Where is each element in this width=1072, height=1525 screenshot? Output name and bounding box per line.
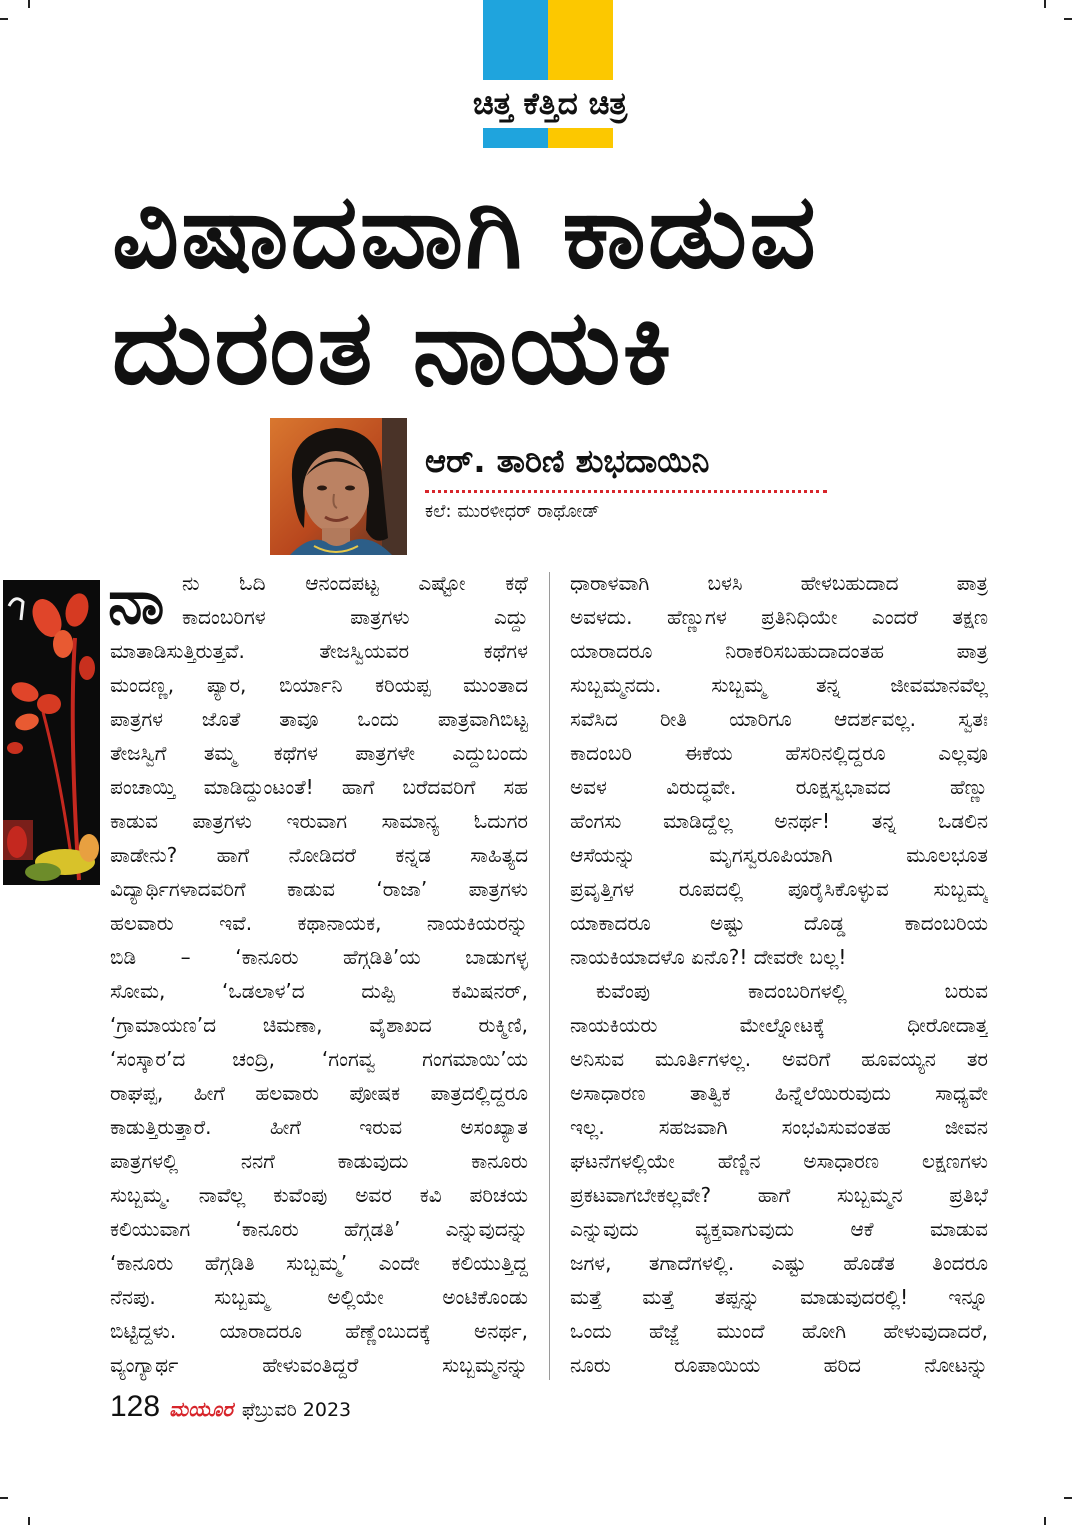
crop-mark <box>28 0 30 8</box>
column2-line: ಆಸೆಯನ್ನು ಮೃಗಸ್ವರೂಪಿಯಾಗಿ ಮೂಲಭೂತ <box>570 843 988 867</box>
column1-line: ಹಲವಾರು ಇವೆ. ಕಥಾನಾಯಕ, ನಾಯಕಿಯರನ್ನು <box>110 911 528 935</box>
column2-line: ಸವೆಸಿದ ರೀತಿ ಯಾರಿಗೂ ಆದರ್ಶವಲ್ಲ. ಸ್ವತಃ <box>570 707 988 731</box>
column1-line: ಮಾತಾಡಿಸುತ್ತಿರುತ್ತವೆ. ತೇಜಸ್ವಿಯವರ ಕಥೆಗಳ <box>110 639 528 663</box>
section-logo-blue-strip <box>483 128 548 148</box>
column1-line: ರಾಘಪ್ಪ, ಹೀಗೆ ಹಲವಾರು ಪೋಷಕ ಪಾತ್ರದಲ್ಲಿದ್ದರೂ <box>110 1081 528 1105</box>
column2-line: ಅವಳ ವಿರುದ್ಧವೇ. ರೂಕ್ಷಸ್ವಭಾವದ ಹೆಣ್ಣು <box>570 775 988 799</box>
column2-line: ಕುವೆಂಪು ಕಾದಂಬರಿಗಳಲ್ಲಿ ಬರುವ <box>596 979 988 1003</box>
issue-date: ಫೆಬ್ರುವರಿ 2023 <box>241 1399 352 1421</box>
column1-line: ‘ಕಾನೂರು ಹೆಗ್ಗಡಿತಿ ಸುಬ್ಬಮ್ಮ’ ಎಂದೇ ಕಲಿಯುತ್ತಿದ್ದ <box>110 1251 528 1275</box>
column1-line: ಮಂದಣ್ಣ, ಪ್ಯಾರ, ಬಿರ್ಯಾನಿ ಕರಿಯಪ್ಪ ಮುಂತಾದ <box>110 673 528 697</box>
column2-line: ಎನ್ನುವುದು ವ್ಯಕ್ತವಾಗುವುದು ಆಕೆ ಮಾಡುವ <box>570 1217 988 1241</box>
column1-line: ಪಂಚಾಯ್ತಿ ಮಾಡಿದ್ದುಂಟಂತೆ! ಹಾಗೆ ಬರೆದವರಿಗೆ ಸಹ <box>110 775 528 799</box>
column1-line: ಪಾತ್ರಗಳ ಜೊತೆ ತಾವೂ ಒಂದು ಪಾತ್ರವಾಗಿಬಿಟ್ಟ <box>110 707 528 731</box>
column2-line: ನಾಯಕಿಯಾದಳೊ ಏನೊ?! ದೇವರೇ ಬಲ್ಲ! <box>570 945 847 969</box>
crop-mark <box>1044 1517 1046 1525</box>
column1-line: ಕಾಡುತ್ತಿರುತ್ತಾರೆ. ಹೀಗೆ ಇರುವ ಅಸಂಖ್ಯಾತ <box>110 1115 528 1139</box>
column2-line: ಸುಬ್ಬಮ್ಮನದು. ಸುಬ್ಬಮ್ಮ ತನ್ನ ಜೀವಮಾನವೆಲ್ಲ <box>570 673 988 697</box>
page-number: 128 <box>110 1390 161 1423</box>
column2-line: ಒಂದು ಹೆಜ್ಜೆ ಮುಂದೆ ಹೋಗಿ ಹೇಳುವುದಾದರೆ, <box>570 1319 988 1343</box>
column2-line: ಪ್ರಕಟವಾಗಬೇಕಲ್ಲವೇ? ಹಾಗೆ ಸುಬ್ಬಮ್ಮನ ಪ್ರತಿಭೆ <box>570 1183 988 1207</box>
column2-line: ಯಾರಾದರೂ ನಿರಾಕರಿಸಬಹುದಾದಂತಹ ಪಾತ್ರ <box>570 639 988 663</box>
column-divider <box>549 572 550 1380</box>
page-footer <box>110 1390 351 1424</box>
column1-line: ಕಲಿಯುವಾಗ ‘ಕಾನೂರು ಹೆಗ್ಗಡತಿ’ ಎನ್ನುವುದನ್ನು <box>110 1217 528 1241</box>
column1-line: ಸೋಮ, ‘ಒಡಲಾಳ’ದ ದುಪ್ಪಿ ಕಮಿಷನರ್, <box>110 979 528 1003</box>
column1-line: ಬಿಡಿ – ‘ಕಾನೂರು ಹೆಗ್ಗಡಿತಿ’ಯ ಬಾಡುಗಳ್ಳ <box>110 945 528 969</box>
column1-line: ನೆನಪು. ಸುಬ್ಬಮ್ಮ ಅಲ್ಲಿಯೇ ಅಂಟಿಕೊಂಡು <box>110 1285 528 1309</box>
column2-line: ಅನಿಸುವ ಮೂರ್ತಿಗಳಲ್ಲ. ಅವರಿಗೆ ಹೂವಯ್ಯನ ತರ <box>570 1047 988 1071</box>
column2-line: ಪ್ರವೃತ್ತಿಗಳ ರೂಪದಲ್ಲಿ ಪೂರೈಸಿಕೊಳ್ಳುವ ಸುಬ್ಬಮ್ಮ <box>570 877 988 901</box>
column1-line: ಕಾದಂಬರಿಗಳ ಪಾತ್ರಗಳು ಎದ್ದು <box>182 605 528 629</box>
column1-line: ಬಿಟ್ಟಿದ್ದಳು. ಯಾರಾದರೂ ಹೆಣ್ಣೆಂಬುದಕ್ಕೆ ಅನರ್ಥ, <box>110 1319 528 1343</box>
column2-line: ನೂರು ರೂಪಾಯಿಯ ಹರಿದ ನೋಟನ್ನು <box>570 1353 988 1377</box>
column2-line: ಇಲ್ಲ. ಸಹಜವಾಗಿ ಸಂಭವಿಸುವಂತಹ ಜೀವನ <box>570 1115 988 1139</box>
column1-line: ‘ಸಂಸ್ಕಾರ’ದ ಚಂದ್ರಿ, ‘ಗಂಗವ್ವ ಗಂಗಮಾಯಿ’ಯ <box>110 1047 528 1071</box>
crop-mark <box>0 1497 8 1499</box>
section-logo-yellow-strip <box>548 128 613 148</box>
column2-line: ಕಾದಂಬರಿ ಈಕೆಯ ಹೆಸರಿನಲ್ಲಿದ್ದರೂ ಎಲ್ಲವೂ <box>570 741 988 765</box>
column2-line: ಯಾಕಾದರೂ ಅಷ್ಟು ದೊಡ್ಡ ಕಾದಂಬರಿಯ <box>570 911 988 935</box>
section-title: ಚಿತ್ತ ಕೆತ್ತಿದ ಚಿತ್ರ <box>472 86 628 122</box>
magazine-name: ಮಯೂರ <box>169 1397 233 1421</box>
headline-line-1: ವಿಷಾದವಾಗಿ ಕಾಡುವ <box>112 172 818 290</box>
column2-line: ಜಗಳ, ತಗಾದೆಗಳಲ್ಲಿ. ಎಷ್ಟು ಹೊಡೆತ ತಿಂದರೂ <box>570 1251 988 1275</box>
art-credit: ಕಲೆ: ಮುರಳೀಧರ್ ರಾಥೋಡ್ <box>425 501 600 522</box>
column1-line: ನು ಓದಿ ಆನಂದಪಟ್ಟ ಎಷ್ಟೋ ಕಥೆ <box>182 571 528 595</box>
column1-line: ‘ಗ್ರಾಮಾಯಣ’ದ ಚಿಮಣಾ, ವೈಶಾಖದ ರುಕ್ಮಿಣಿ, <box>110 1013 528 1037</box>
column1-line: ಸುಬ್ಬಮ್ಮ. ನಾವೆಲ್ಲ ಕುವೆಂಪು ಅವರ ಕವಿ ಪರಿಚಯ <box>110 1183 528 1207</box>
column1-line: ವ್ಯಂಗ್ಯಾರ್ಥ ಹೇಳುವಂತಿದ್ದರೆ ಸುಬ್ಬಮ್ಮನನ್ನು <box>110 1353 528 1377</box>
crop-mark <box>0 18 8 20</box>
headline-line-2: ದುರಂತ ನಾಯಕಿ <box>112 288 674 406</box>
column1-line: ವಿದ್ಯಾರ್ಥಿಗಳಾದವರಿಗೆ ಕಾಡುವ ‘ರಾಜಾ’ ಪಾತ್ರಗಳು <box>110 877 528 901</box>
crop-mark <box>1064 1497 1072 1499</box>
column2-line: ಅಸಾಧಾರಣ ತಾತ್ವಿಕ ಹಿನ್ನೆಲೆಯಿರುವುದು ಸಾಧ್ಯವೇ <box>570 1081 988 1105</box>
byline-divider <box>425 490 827 493</box>
drop-cap: ನಾ <box>108 568 165 636</box>
column2-line: ಅವಳದು. ಹೆಣ್ಣುಗಳ ಪ್ರತಿನಿಧಿಯೇ ಎಂದರೆ ತಕ್ಷಣ <box>570 605 988 629</box>
column1-line: ಪಾತ್ರಗಳಲ್ಲಿ ನನಗೆ ಕಾಡುವುದು ಕಾನೂರು <box>110 1149 528 1173</box>
column2-line: ನಾಯಕಿಯರು ಮೇಲ್ನೋಟಕ್ಕೆ ಧೀರೋದಾತ್ತ <box>570 1013 988 1037</box>
column1-line: ಕಾಡುವ ಪಾತ್ರಗಳು ಇರುವಾಗ ಸಾಮಾನ್ಯ ಓದುಗರ <box>110 809 528 833</box>
author-photo <box>270 418 407 555</box>
article-column-1 <box>110 566 528 1382</box>
article-column-2 <box>570 566 988 1382</box>
column2-line: ಘಟನೆಗಳಲ್ಲಿಯೇ ಹೆಣ್ಣಿನ ಅಸಾಧಾರಣ ಲಕ್ಷಣಗಳು <box>570 1149 988 1173</box>
column1-line: ತೇಜಸ್ವಿಗೆ ತಮ್ಮ ಕಥೆಗಳ ಪಾತ್ರಗಳೇ ಎದ್ದುಬಂದು <box>110 741 528 765</box>
crop-mark <box>28 1517 30 1525</box>
crop-mark <box>1064 18 1072 20</box>
author-portrait-image <box>270 418 407 555</box>
section-logo-blue-block <box>483 0 548 80</box>
column2-line: ಮತ್ತೆ ಮತ್ತೆ ತಪ್ಪನ್ನು ಮಾಡುವುದರಲ್ಲಿ! ಇನ್ನೂ <box>570 1285 988 1309</box>
crop-mark <box>1044 0 1046 8</box>
column2-line: ಧಾರಾಳವಾಗಿ ಬಳಸಿ ಹೇಳಬಹುದಾದ ಪಾತ್ರ <box>570 571 988 595</box>
section-logo-yellow-block <box>548 0 613 80</box>
column1-line: ಪಾಡೇನು? ಹಾಗೆ ನೋಡಿದರೆ ಕನ್ನಡ ಸಾಹಿತ್ಯದ <box>110 843 528 867</box>
article-illustration <box>3 580 100 885</box>
author-name: ಆರ್. ತಾರಿಣಿ ಶುಭದಾಯಿನಿ <box>425 442 710 480</box>
red-flowers-illustration <box>3 580 100 885</box>
column2-line: ಹೆಂಗಸು ಮಾಡಿದ್ದೆಲ್ಲ ಅನರ್ಥ! ತನ್ನ ಒಡಲಿನ <box>570 809 988 833</box>
